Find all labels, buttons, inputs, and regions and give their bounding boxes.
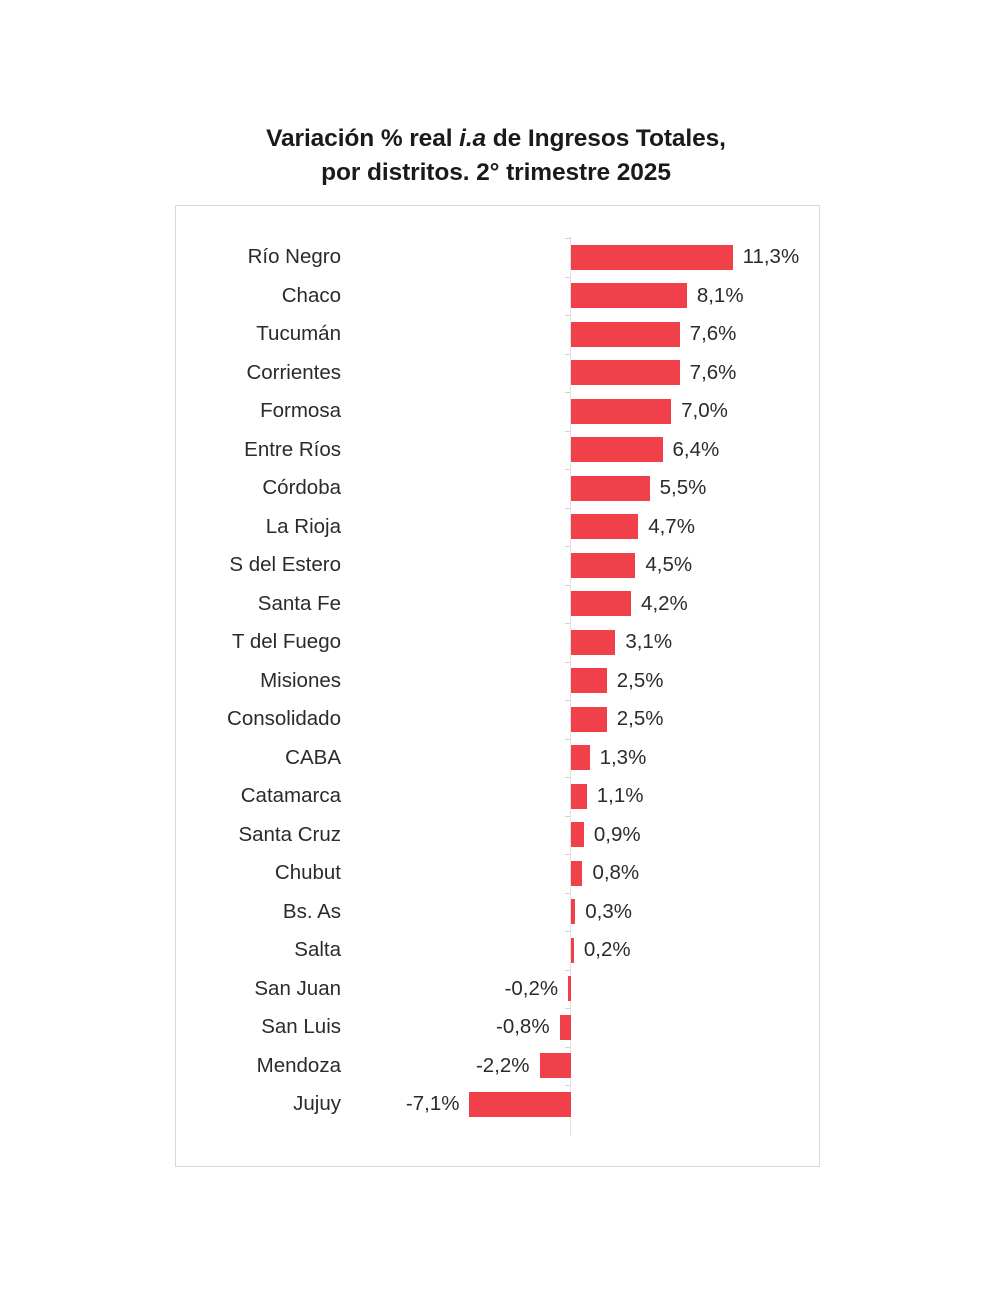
bar bbox=[571, 591, 631, 616]
axis-tick bbox=[565, 931, 570, 970]
axis-tick-mark bbox=[565, 431, 570, 432]
category-label: Formosa bbox=[260, 399, 341, 423]
bar bbox=[571, 514, 638, 539]
category-label: Catamarca bbox=[240, 784, 341, 808]
bar-row bbox=[176, 931, 821, 970]
value-label: 0,8% bbox=[592, 861, 640, 884]
bar-row bbox=[176, 354, 821, 393]
chart-title-line1-pre: Variación % real bbox=[266, 125, 460, 152]
bar-row bbox=[176, 1047, 821, 1086]
chart-title-line1-post: de Ingresos Totales, bbox=[486, 125, 726, 152]
category-label: Río Negro bbox=[247, 245, 341, 269]
axis-tick bbox=[565, 623, 570, 662]
bar bbox=[571, 437, 663, 462]
category-label: CABA bbox=[285, 745, 341, 769]
value-label: 1,3% bbox=[599, 745, 647, 769]
value-label: 8,1% bbox=[696, 283, 744, 307]
bar bbox=[571, 861, 582, 886]
value-label: 2,5% bbox=[616, 668, 664, 692]
axis-tick bbox=[565, 816, 570, 855]
bar-row bbox=[176, 854, 821, 893]
axis-tick-mark bbox=[565, 893, 570, 894]
value-label: -0,8% bbox=[496, 1015, 550, 1038]
bar-row bbox=[176, 431, 821, 470]
bar-row bbox=[176, 739, 821, 778]
axis-tick bbox=[565, 354, 570, 393]
bar-row bbox=[176, 970, 821, 1009]
value-label: 2,5% bbox=[616, 707, 664, 730]
bar-row bbox=[176, 1008, 821, 1047]
axis-tick-mark bbox=[565, 777, 570, 778]
axis-tick-mark bbox=[565, 1008, 570, 1009]
bar-rows bbox=[176, 238, 821, 1124]
bar bbox=[571, 822, 584, 847]
axis-tick bbox=[565, 508, 570, 547]
bar-row bbox=[176, 508, 821, 547]
bar-row bbox=[176, 277, 821, 316]
axis-tick bbox=[565, 739, 570, 778]
value-label: 4,5% bbox=[645, 553, 693, 576]
axis-tick bbox=[565, 700, 570, 739]
axis-tick-mark bbox=[565, 585, 570, 586]
axis-tick bbox=[565, 585, 570, 624]
bar-row bbox=[176, 392, 821, 431]
axis-tick bbox=[565, 315, 570, 354]
bar-row bbox=[176, 777, 821, 816]
bar bbox=[571, 630, 615, 655]
category-label: Salta bbox=[294, 938, 341, 962]
category-label: Bs. As bbox=[282, 899, 341, 923]
axis-tick bbox=[565, 777, 570, 816]
value-label: 0,9% bbox=[593, 822, 641, 846]
axis-tick bbox=[565, 546, 570, 585]
axis-tick-mark bbox=[565, 1047, 570, 1048]
bar-row bbox=[176, 816, 821, 855]
bar bbox=[571, 938, 574, 963]
bar-row bbox=[176, 662, 821, 701]
bar bbox=[571, 668, 607, 693]
category-label: Santa Cruz bbox=[238, 822, 341, 846]
category-label: Tucumán bbox=[256, 322, 341, 346]
axis-tick bbox=[565, 392, 570, 431]
bar bbox=[571, 245, 733, 270]
category-label: Consolidado bbox=[227, 707, 341, 731]
axis-tick bbox=[565, 662, 570, 701]
category-label: San Luis bbox=[261, 1015, 341, 1039]
axis-tick bbox=[565, 277, 570, 316]
bar-row bbox=[176, 1085, 821, 1124]
value-label: 7,6% bbox=[689, 322, 737, 345]
axis-tick bbox=[565, 431, 570, 470]
bar-row bbox=[176, 700, 821, 739]
category-label: Entre Ríos bbox=[244, 437, 341, 461]
bar bbox=[540, 1053, 571, 1078]
category-label: Mendoza bbox=[256, 1053, 341, 1077]
value-label: 4,7% bbox=[648, 514, 695, 538]
axis-tick-mark bbox=[565, 238, 570, 239]
value-label: -7,1% bbox=[405, 1092, 460, 1115]
bar-row bbox=[176, 585, 821, 624]
bar bbox=[571, 399, 671, 424]
axis-tick-mark bbox=[565, 854, 570, 855]
axis-tick-mark bbox=[565, 931, 570, 932]
axis-tick-mark bbox=[565, 354, 570, 355]
bar-row bbox=[176, 315, 821, 354]
value-label: 4,2% bbox=[641, 591, 688, 615]
category-label: Chaco bbox=[281, 283, 341, 307]
bar bbox=[571, 707, 607, 732]
bar-row bbox=[176, 623, 821, 662]
category-label: San Juan bbox=[254, 976, 341, 1000]
bar bbox=[571, 553, 635, 578]
bar bbox=[571, 360, 680, 385]
axis-tick-mark bbox=[565, 662, 570, 663]
chart-title-line1-italic: i.a bbox=[459, 125, 487, 152]
value-label: 0,3% bbox=[585, 899, 633, 923]
bar bbox=[571, 283, 687, 308]
category-label: Córdoba bbox=[262, 476, 341, 500]
bar bbox=[571, 745, 590, 770]
bar bbox=[571, 899, 575, 924]
axis-tick-mark bbox=[565, 469, 570, 470]
axis-tick-mark bbox=[565, 739, 570, 740]
value-label: -0,2% bbox=[504, 976, 559, 1000]
value-label: 3,1% bbox=[625, 630, 673, 653]
category-label: La Rioja bbox=[265, 514, 341, 538]
axis-tick bbox=[565, 893, 570, 932]
axis-tick-mark bbox=[565, 277, 570, 278]
bar bbox=[571, 322, 680, 347]
axis-tick-mark bbox=[565, 623, 570, 624]
axis-tick-mark bbox=[565, 1085, 570, 1086]
axis-tick bbox=[565, 238, 570, 277]
category-label: Santa Fe bbox=[257, 591, 341, 615]
bar-row bbox=[176, 469, 821, 508]
bar bbox=[560, 1015, 571, 1040]
value-label: -2,2% bbox=[475, 1053, 530, 1077]
value-label: 7,0% bbox=[681, 399, 728, 422]
value-label: 0,2% bbox=[583, 938, 631, 961]
axis-tick-mark bbox=[565, 816, 570, 817]
plot-area bbox=[175, 205, 820, 1167]
category-label: Chubut bbox=[274, 861, 341, 885]
bar-row bbox=[176, 238, 821, 277]
value-label: 5,5% bbox=[659, 476, 707, 499]
axis-tick-mark bbox=[565, 700, 570, 701]
bar-row bbox=[176, 893, 821, 932]
axis-tick bbox=[565, 469, 570, 508]
chart-title-line2: por distritos. 2° trimestre 2025 bbox=[321, 158, 671, 186]
value-label: 1,1% bbox=[596, 784, 644, 807]
axis-tick-mark bbox=[565, 970, 570, 971]
bar bbox=[571, 476, 650, 501]
bar bbox=[571, 784, 587, 809]
category-label: S del Estero bbox=[229, 553, 341, 577]
category-label: Corrientes bbox=[246, 360, 341, 384]
value-label: 7,6% bbox=[689, 360, 737, 384]
value-label: 11,3% bbox=[742, 245, 800, 268]
category-label: T del Fuego bbox=[231, 630, 341, 654]
axis-tick bbox=[565, 854, 570, 893]
axis-tick-mark bbox=[565, 315, 570, 316]
bar bbox=[469, 1092, 571, 1117]
category-label: Misiones bbox=[260, 668, 341, 692]
bar bbox=[568, 976, 571, 1001]
category-label: Jujuy bbox=[293, 1092, 341, 1116]
axis-tick-mark bbox=[565, 508, 570, 509]
chart-title bbox=[0, 122, 992, 190]
value-label: 6,4% bbox=[672, 437, 720, 461]
axis-tick-mark bbox=[565, 546, 570, 547]
bar-row bbox=[176, 546, 821, 585]
axis-tick-mark bbox=[565, 392, 570, 393]
